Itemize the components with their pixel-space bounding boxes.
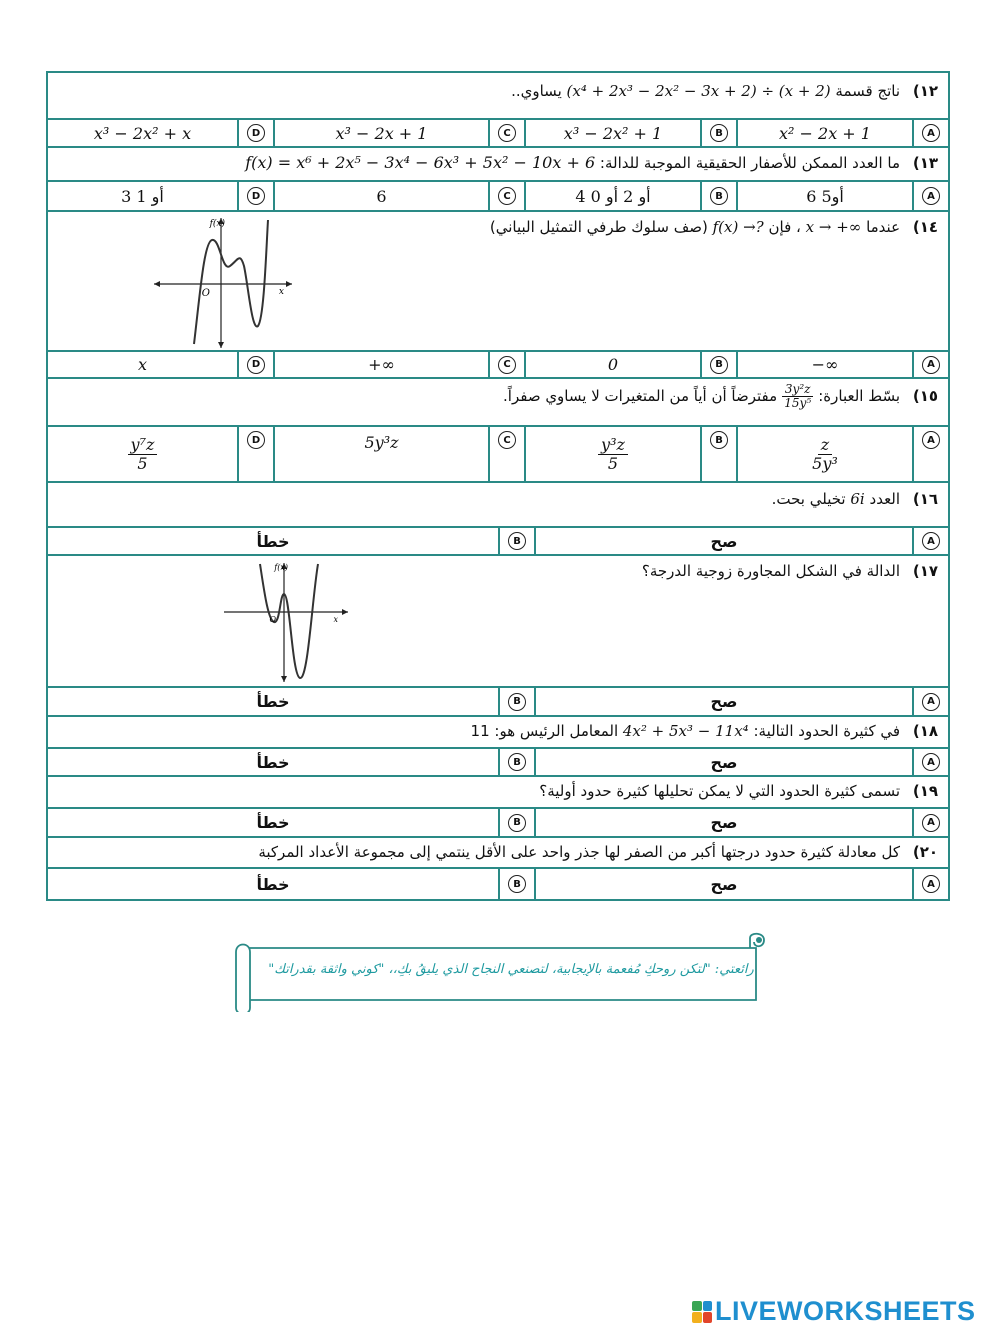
option-a-cell[interactable] xyxy=(912,182,948,210)
option-a-cell[interactable] xyxy=(912,749,948,775)
fraction-denominator: 5 xyxy=(137,453,148,473)
question-number: ١٢) xyxy=(912,82,938,100)
fraction-numerator: 3y²z xyxy=(782,383,814,397)
option-c-cell[interactable] xyxy=(488,120,524,146)
question-text: في كثيرة الحدود التالية: xyxy=(753,722,901,740)
option-b-cell[interactable] xyxy=(498,688,534,715)
option-c-circle[interactable]: C xyxy=(498,124,516,142)
option-b-cell[interactable] xyxy=(498,869,534,899)
option-a-circle[interactable]: A xyxy=(922,187,940,205)
question-text: ما العدد الممكن للأصفار الحقيقية الموجبة للدالة: xyxy=(599,154,901,172)
question-16-answers xyxy=(48,528,948,556)
fraction-numerator: z xyxy=(818,436,832,455)
logo-icon xyxy=(692,1301,712,1323)
origin-label: O xyxy=(269,615,276,624)
option-b-circle[interactable]: B xyxy=(508,532,526,550)
question-20 xyxy=(48,838,948,867)
question-suffix: يساوي.. xyxy=(511,82,562,100)
logo-text: LIVEWORKSHEETS xyxy=(715,1296,976,1326)
question-text-post: تخيلي بحت. xyxy=(771,490,846,508)
question-15-answers xyxy=(48,427,948,483)
question-14 xyxy=(48,212,948,350)
answer-true: صح xyxy=(534,688,912,715)
polynomial-graph-17 xyxy=(220,560,354,684)
question-number: ١٤) xyxy=(912,218,938,236)
question-13-row xyxy=(48,148,948,182)
question-16-row xyxy=(48,483,948,528)
question-number: ١٣) xyxy=(912,154,938,172)
question-12-row xyxy=(48,73,948,120)
question-text: الدالة في الشكل المجاورة زوجية الدرجة؟ xyxy=(641,562,901,580)
question-14-row xyxy=(48,212,948,352)
option-a-circle[interactable]: A xyxy=(922,431,940,449)
question-number: ٢٠) xyxy=(912,843,938,861)
question-expression: f(x) = x⁶ + 2x⁵ − 3x⁴ − 6x³ + 5x² − 10x + 6 xyxy=(245,153,596,172)
worksheet-table xyxy=(46,71,950,901)
answer-c: +∞ xyxy=(273,352,488,377)
answer-true: صح xyxy=(534,749,912,775)
question-18 xyxy=(48,717,948,747)
question-number: ١٦) xyxy=(912,490,938,508)
fraction-denominator: 15y⁵ xyxy=(784,396,812,411)
option-a-circle[interactable]: A xyxy=(922,356,940,374)
question-14-answers xyxy=(48,352,948,379)
question-text: ناتج قسمة xyxy=(835,82,901,100)
option-d-cell[interactable] xyxy=(237,120,273,146)
answer-false: خطأ xyxy=(256,752,290,772)
answer-a: −∞ xyxy=(736,352,912,377)
question-18-row xyxy=(48,717,948,749)
question-18-answers xyxy=(48,749,948,777)
answer-c: 6 xyxy=(273,182,488,210)
option-a-circle[interactable]: A xyxy=(922,814,940,832)
question-text-post: (صف سلوك طرفي التمثيل البياني) xyxy=(489,218,708,236)
answer-b xyxy=(524,427,700,481)
option-b-cell[interactable] xyxy=(498,528,534,554)
option-c-cell[interactable] xyxy=(488,182,524,210)
option-d-cell[interactable] xyxy=(237,427,273,481)
question-expression: 6i xyxy=(850,490,865,508)
option-d-circle[interactable]: D xyxy=(247,431,265,449)
x-axis-arrow xyxy=(286,281,292,287)
answer-d: x³ − 2x² + x xyxy=(93,123,192,143)
question-13 xyxy=(48,148,948,180)
question-text: تسمى كثيرة الحدود التي لا يمكن تحليلها كثيرة حدود أولية؟ xyxy=(539,782,901,800)
question-suffix: مفترضاً أن أياً من المتغيرات لا يساوي صفراً. xyxy=(503,387,778,406)
y-axis-label: f(x) xyxy=(274,563,288,572)
option-a-circle[interactable]: A xyxy=(922,753,940,771)
option-b-circle[interactable]: B xyxy=(710,124,728,142)
question-suffix: المعامل الرئيس هو: 11 xyxy=(470,722,619,740)
answer-c: 5y³z xyxy=(273,427,488,481)
y-axis-label: f(x) xyxy=(209,219,225,229)
question-number: ١٩) xyxy=(912,782,938,800)
answer-true: صح xyxy=(534,869,912,899)
option-a-cell[interactable] xyxy=(912,120,948,146)
option-c-cell[interactable] xyxy=(488,427,524,481)
option-a-circle[interactable]: A xyxy=(922,532,940,550)
question-15-row xyxy=(48,379,948,427)
answer-false: خطأ xyxy=(256,692,290,711)
question-number: ١٧) xyxy=(912,562,938,580)
option-a-cell[interactable] xyxy=(912,688,948,715)
question-number: ١٨) xyxy=(912,722,938,740)
option-a-circle[interactable]: A xyxy=(922,875,940,893)
option-b-cell[interactable] xyxy=(700,427,736,481)
question-17 xyxy=(48,556,948,686)
answer-false: خطأ xyxy=(256,874,290,894)
option-d-cell[interactable] xyxy=(237,352,273,377)
answer-b: x³ − 2x² + 1 xyxy=(524,120,700,146)
option-d-circle[interactable]: D xyxy=(247,187,265,205)
x-axis-label: x xyxy=(333,615,338,624)
answer-b: 0 xyxy=(524,352,700,377)
option-d-circle[interactable]: D xyxy=(247,356,265,374)
answer-d-fraction xyxy=(128,436,158,472)
x-axis-arrow-left xyxy=(154,281,160,287)
question-17-answers xyxy=(48,688,948,717)
option-b-cell[interactable] xyxy=(700,182,736,210)
option-a-cell[interactable] xyxy=(912,869,948,899)
question-12-answers xyxy=(48,120,948,148)
option-d-circle[interactable]: D xyxy=(247,124,265,142)
option-b-circle[interactable]: B xyxy=(508,753,526,771)
question-19 xyxy=(48,777,948,807)
question-text-pre: عندما xyxy=(866,218,901,236)
answer-d: x xyxy=(137,355,148,374)
liveworksheets-logo xyxy=(692,1296,976,1327)
question-15 xyxy=(48,379,948,425)
x-axis-label: x xyxy=(278,287,284,297)
question-expression-1: x → +∞ xyxy=(805,218,862,236)
option-a-circle[interactable]: A xyxy=(922,693,940,711)
fraction-denominator: 5y³ xyxy=(812,453,838,473)
question-12 xyxy=(48,73,948,118)
option-b-circle[interactable]: B xyxy=(710,187,728,205)
answer-c: x³ − 2x + 1 xyxy=(273,120,488,146)
question-17-row xyxy=(48,556,948,688)
answer-a: 6 أو5 xyxy=(736,182,912,210)
question-number: ١٥) xyxy=(912,387,938,406)
question-text: كل معادلة كثيرة حدود درجتها أكبر من الصفر لها جذر واحد على الأقل ينتمي إلى مجموعة الأعداد المركبة xyxy=(258,843,901,861)
answer-d xyxy=(48,427,237,481)
question-20-row xyxy=(48,838,948,869)
motivational-quote: رائعتي: "لتكن روحكِ مُفعمة بالإيجابية، لتصنعي النجاح الذي يليقُ بكِ،، "كوني واثقة بقدراتك" xyxy=(268,962,754,977)
question-expression-2: f(x) →? xyxy=(712,218,764,236)
option-a-cell[interactable] xyxy=(912,528,948,554)
option-b-circle[interactable]: B xyxy=(710,431,728,449)
fraction-denominator: 5 xyxy=(607,453,619,473)
fraction-numerator: y⁷z xyxy=(128,436,158,455)
option-a-cell[interactable] xyxy=(912,352,948,377)
question-text-pre: العدد xyxy=(869,490,901,508)
option-c-cell[interactable] xyxy=(488,352,524,377)
x-axis-arrow xyxy=(342,609,348,615)
option-c-circle[interactable]: C xyxy=(498,431,516,449)
option-a-circle[interactable]: A xyxy=(922,124,940,142)
option-b-cell[interactable] xyxy=(700,120,736,146)
option-b-circle[interactable]: B xyxy=(508,875,526,893)
question-20-answers xyxy=(48,869,948,899)
question-fraction xyxy=(782,383,814,410)
graph-curve xyxy=(194,220,268,344)
option-b-circle[interactable]: B xyxy=(508,693,526,711)
answer-b-fraction xyxy=(598,436,628,472)
question-19-answers xyxy=(48,809,948,838)
answer-a: x² − 2x + 1 xyxy=(736,120,912,146)
answer-false: خطأ xyxy=(256,531,290,551)
answer-b: 4 أو 2 أو 0 xyxy=(524,182,700,210)
option-a-cell[interactable] xyxy=(912,809,948,836)
option-b-circle[interactable]: B xyxy=(508,814,526,832)
polynomial-graph-14 xyxy=(148,214,298,350)
answer-a-fraction xyxy=(812,436,838,472)
option-d-cell[interactable] xyxy=(237,182,273,210)
answer-a xyxy=(736,427,912,481)
question-expression: (x⁴ + 2x³ − 2x² − 3x + 2) ÷ (x + 2) xyxy=(566,82,831,100)
question-13-answers xyxy=(48,182,948,212)
option-a-cell[interactable] xyxy=(912,427,948,481)
y-axis-arrow-bottom xyxy=(218,342,224,348)
option-b-circle[interactable]: B xyxy=(710,356,728,374)
question-19-row xyxy=(48,777,948,809)
question-text-mid: ، فإن xyxy=(768,218,801,236)
y-axis-arrow-bottom xyxy=(281,676,287,682)
origin-label: O xyxy=(201,288,210,299)
answer-true: صح xyxy=(534,809,912,836)
fraction-numerator: y³z xyxy=(598,436,628,455)
answer-d: 3 أو 1 xyxy=(121,186,164,206)
option-c-circle[interactable]: C xyxy=(498,356,516,374)
question-text: بسّط العبارة: xyxy=(818,387,901,406)
option-b-cell[interactable] xyxy=(498,749,534,775)
option-c-circle[interactable]: C xyxy=(498,187,516,205)
question-16 xyxy=(48,483,948,526)
option-b-cell[interactable] xyxy=(700,352,736,377)
option-b-cell[interactable] xyxy=(498,809,534,836)
answer-false: خطأ xyxy=(256,813,290,832)
scroll-left-curl xyxy=(236,945,250,1013)
answer-true: صح xyxy=(534,528,912,554)
question-expression: 4x² + 5x³ − 11x⁴ xyxy=(622,722,749,740)
